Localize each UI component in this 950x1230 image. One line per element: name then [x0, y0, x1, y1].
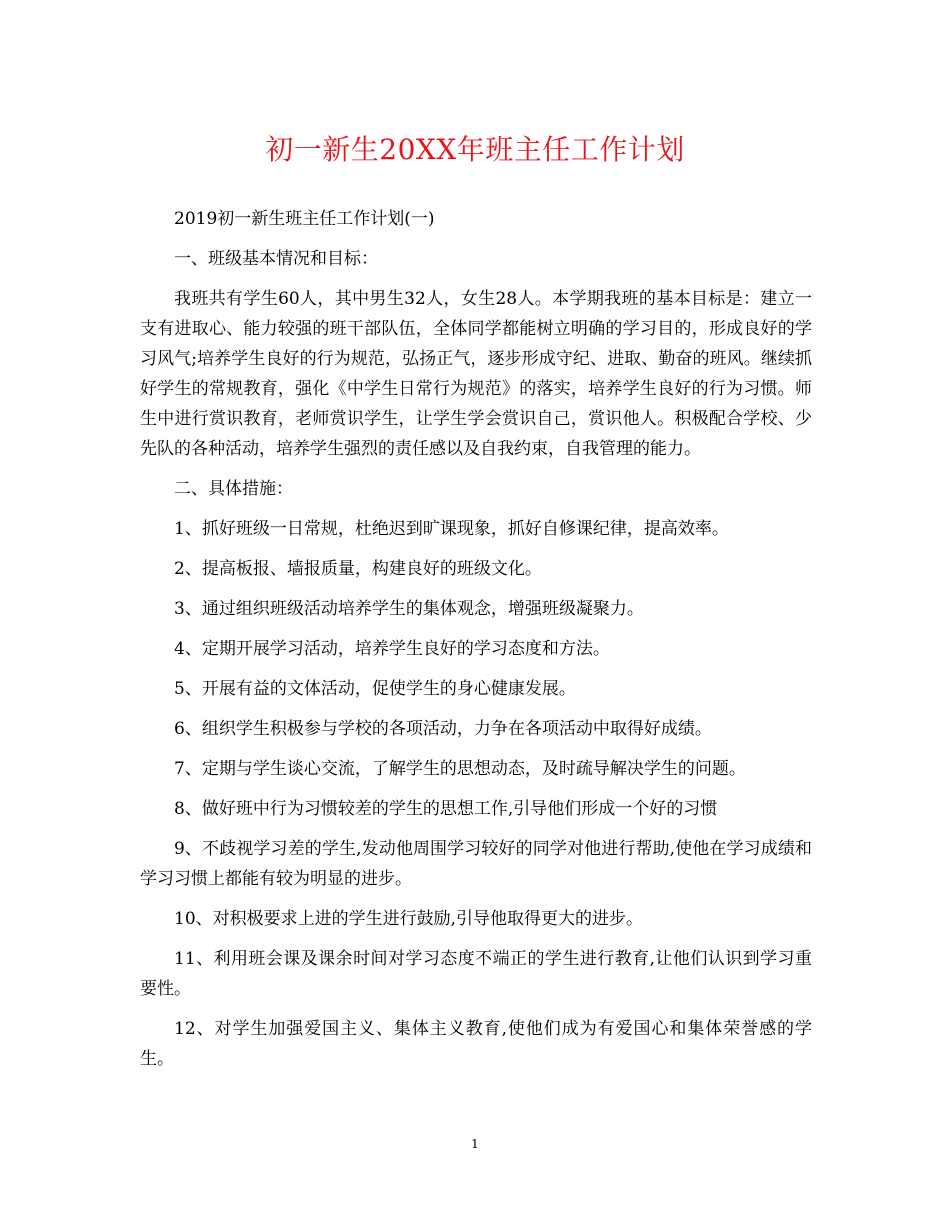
section-heading-measures: 二、具体措施：	[174, 479, 293, 499]
measure-item-9: 9、不歧视学习差的学生,发动他周围学习较好的同学对他进行帮助,使他在学习成绩和学习习惯上都能有较为明显的进步。	[140, 839, 812, 889]
section-heading-basic-info: 一、班级基本情况和目标：	[174, 249, 378, 269]
page-number: 1	[471, 1137, 479, 1151]
measure-item-2: 2、提高板报、墙报质量，构建良好的班级文化。	[174, 559, 542, 579]
measure-item-3: 3、通过组织班级活动培养学生的集体观念，增强班级凝聚力。	[174, 599, 644, 619]
measure-item-4: 4、定期开展学习活动，培养学生良好的学习态度和方法。	[174, 639, 610, 659]
measure-item-7: 7、定期与学生谈心交流，了解学生的思想动态，及时疏导解决学生的问题。	[174, 759, 746, 779]
measure-item-6: 6、组织学生积极参与学校的各项活动，力争在各项活动中取得好成绩。	[174, 719, 712, 739]
measure-item-1: 1、抓好班级一日常规，杜绝迟到旷课现象，抓好自修课纪律，提高效率。	[174, 519, 729, 539]
document-body	[140, 204, 812, 1084]
section-heading-plan: 2019初一新生班主任工作计划(一)	[174, 209, 435, 229]
measure-item-8: 8、做好班中行为习惯较差的学生的思想工作,引导他们形成一个好的习惯	[174, 799, 718, 819]
measure-item-10: 10、对积极要求上进的学生进行鼓励,引导他取得更大的进步。	[174, 909, 644, 929]
measure-item-5: 5、开展有益的文体活动，促使学生的身心健康发展。	[174, 679, 576, 699]
measure-item-12: 12、对学生加强爱国主义、集体主义教育,使他们成为有爱国心和集体荣誉感的学生。	[140, 1019, 812, 1069]
document-title: 初一新生20XX年班主任工作计划	[265, 133, 685, 166]
paragraph-class-goals: 我班共有学生60人，其中男生32人，女生28人。本学期我班的基本目标是：建立一支有进取心、能力较强的班干部队伍，全体同学都能树立明确的学习目的，形成良好的学习风气;培养学生良好的行为规范，弘扬正气，逐步形成守纪、进取、勤奋的班风。继续抓好学生的常规教育，强化《中学生日常行为规范》的落实，培养学生良好的行为习惯。师生中进行赏识教育，老师赏识学生，让学生学会赏识自己，赏识他人。积极配合学校、少先队的各种活动，培养学生强烈的责任感以及自我约束，自我管理的能力。	[140, 289, 812, 459]
measure-item-11: 11、利用班会课及课余时间对学习态度不端正的学生进行教育,让他们认识到学习重要性。	[140, 949, 812, 999]
